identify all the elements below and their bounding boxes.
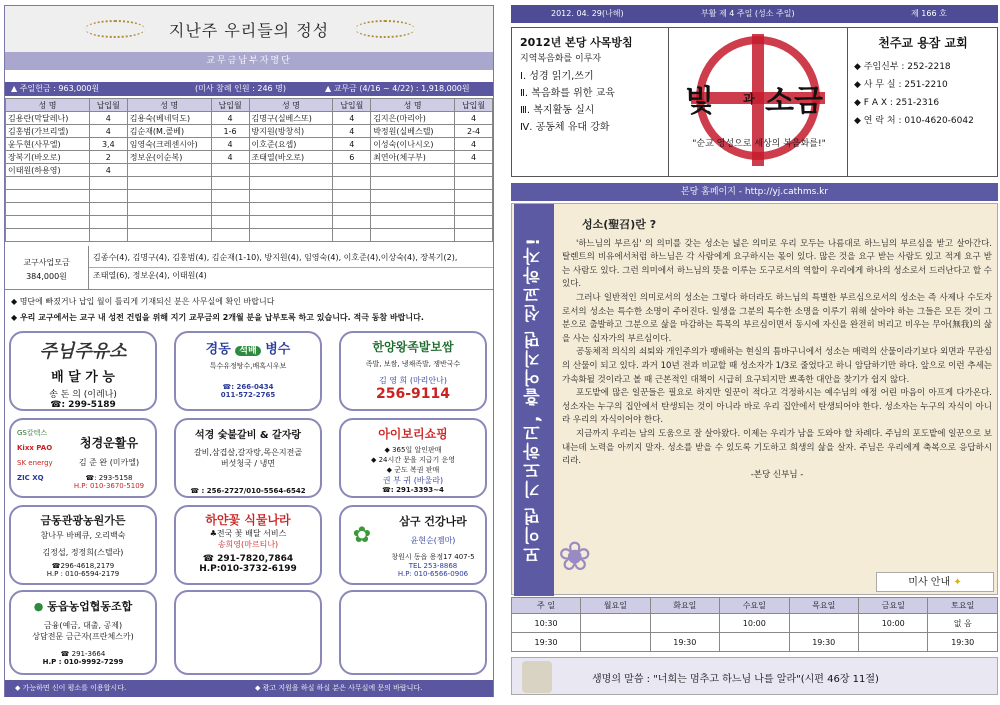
logo-panel [668,28,848,176]
issue-date: 2012. 04. 29(나해) [551,9,624,18]
mass-schedule-table [511,597,998,652]
table-cell [455,229,493,242]
ad-oil: GS칼텍스 Kixx PAO SK energy ZIC XQ 청경운활유 김 준 완 (미카엘) ☎: 293-5158 H.P: 010-3670-5109 [9,418,157,498]
article-title: 성소(聖召)란 ? [582,218,657,231]
church-info: 천주교 용잠 교회 ◆ 주임신부 : 252-2218 ◆ 사 무 실 : 251-2210 ◆ F A X : 251-2316 ◆ 연 락 처 : 010-4620-6042 [848,28,998,176]
table-cell [455,203,493,216]
column-header: 성 명 [127,99,211,112]
table-cell [455,177,493,190]
table-cell [371,190,455,203]
column-header: 납입월 [211,99,249,112]
ad-shopping: 아이보리쇼핑 ◆ 365일 알인판매 ◆ 24시간 문을 지급기 운영 ◆ 군도 복권 판매 권 부 귀 (바울라) ☎: 291-3393~4 [339,418,487,498]
ad-garden: 금동관광농원가든 참나무 바베큐, 오리백숙 김정섭, 정정희(스텔라) ☎296-4618,2179 H.P : 010-6594-2179 [9,505,157,585]
table-cell [89,216,127,229]
table-cell [89,229,127,242]
table-cell [455,216,493,229]
table-cell [333,203,371,216]
table-cell [581,614,650,633]
table-cell [211,229,249,242]
logo-light: 빛 [685,84,714,119]
table-cell [333,190,371,203]
table-cell: 정보운(이순복) [127,151,211,164]
table-cell [789,614,858,633]
column-header: 납입월 [455,99,493,112]
table-cell [371,164,455,177]
table-cell [127,203,211,216]
table-cell: 윤두현(사무엘) [6,138,90,151]
column-header: 성 명 [249,99,333,112]
word-of-life [511,657,998,695]
table-cell [455,190,493,203]
table-cell [211,216,249,229]
table-row [6,229,493,242]
column-header: 화요일 [650,598,719,614]
monthly-dues: ▲ 교무금 (4/16 ~ 4/22) : 1,918,000원 [325,84,470,93]
subtitle-bar: 교무금납부자명단 [5,52,493,70]
column-header: 납입월 [89,99,127,112]
table-cell: 4 [89,112,127,125]
table-cell [249,190,333,203]
table-cell: 6 [333,151,371,164]
table-cell [249,216,333,229]
issue-bar [511,5,998,23]
table-cell: 19:30 [512,633,581,652]
word-of-life-text: 생명의 말씀 : "너희는 멈추고 하느님 나를 알라"(시편 46장 11절) [592,674,879,685]
table-cell: 4 [89,164,127,177]
table-cell: 김용란(막달레나) [6,112,90,125]
table-cell [333,177,371,190]
diocese-fund-line2: 조태열(6), 정보운(4), 이태원(4) [93,271,207,280]
table-cell [249,164,333,177]
article-paragraph: 포도밭에 많은 일꾼들은 필요로 하지만 일꾼이 적다고 걱정하시는 예수님의 애정 어린 마음이 아프게 다가온다. 성소자는 누구의 집안에서 탄생되는 것이 아니라 바로 우리 집안에서 탄생되어야 한다. 성소자는 누구의 자식이 아니라 우리의 자식이어야 한다. [562,388,992,426]
table-cell: 이태원(하용영) [6,164,90,177]
ad-badge: 석배 [235,346,260,356]
table-cell: 19:30 [650,633,719,652]
column-header: 성 명 [6,99,90,112]
left-page [4,5,494,697]
table-cell [89,190,127,203]
table-cell: 4 [333,125,371,138]
table-cell: 4 [455,138,493,151]
table-cell: 19:30 [789,633,858,652]
table-cell: 조태열(바오로) [249,151,333,164]
table-cell: 없 음 [928,614,998,633]
table-cell [333,216,371,229]
column-header: 주 일 [512,598,581,614]
table-cell: 4 [211,138,249,151]
table-cell [6,190,90,203]
table-cell: 이성숙(이나시오) [371,138,455,151]
title-banner [5,6,493,52]
table-cell [858,633,927,652]
table-cell: 김용숙(베네딕도) [127,112,211,125]
article-panel [511,203,998,595]
table-cell [211,203,249,216]
table-cell: 10:00 [858,614,927,633]
table-cell: 최연아(체구부) [371,151,455,164]
totals-bar [5,82,493,96]
liturgical-week: 부활 제 4 주일 (성소 주일) [701,9,795,18]
table-cell: 1-6 [211,125,249,138]
table-cell: 4 [211,112,249,125]
table-cell [333,229,371,242]
masthead [511,27,998,177]
column-header: 토요일 [928,598,998,614]
table-cell: 임영숙(크레센시아) [127,138,211,151]
table-row [512,614,998,633]
article-paragraph: 공동체적 의식의 쇠퇴와 개인주의가 팽배하는 현실의 틈바구니에서 성소는 매력의 산물이라기보다 외면과 무관심의 산물이 되고 있다. 과거 10년 전과 비교할 때 성소자가 1/3로 줄었다고 하니 암담하기만 하다. 앞으로 이런 추세는 가속화될 것이라고 볼 때 근본적인 대책이 시급히 요구되지만 뾰족한 대안을 찾기가 쉽지 않다. [562,347,992,385]
column-header: 수요일 [720,598,789,614]
table-cell [211,164,249,177]
table-cell: 4 [455,112,493,125]
table-row [6,112,493,125]
table-cell: 2 [89,151,127,164]
ad-flowers: 하얀꽃 식물나라 ♣전국 꽃 배달 서비스 송희영(마르티나) ☎ 291-7820,7864 H.P:010-3732-6199 [174,505,322,585]
vertical-slogan: 모이면 기도하고, 흩어지면 선교하자! [514,204,554,596]
table-cell [6,177,90,190]
note-diocese: ◆ 우리 교구에서는 교구 내 성전 건립을 위해 지기 교무금의 2개월 분을 납부토록 하고 있습니다. 적극 동참 바랍니다. [11,313,424,322]
column-header: 금요일 [858,598,927,614]
table-row [6,164,493,177]
article-signature: -본당 신부님 - [750,469,804,480]
column-header: 납입월 [333,99,371,112]
table-cell [89,203,127,216]
pastoral-policy: 2012년 본당 사목방침 지역복음화를 이루자 Ⅰ. 성경 읽기,쓰기 Ⅱ. 복음화를 위한 교육 Ⅲ. 복지활동 실시 Ⅳ. 공동체 유대 강화 [520,36,633,133]
weekly-offering: ▲ 주일헌금 : 963,000원 [11,84,100,93]
left-footer: ◆ 가능하면 신이 평소를 이용합시다. ◆ 광고 지원을 하실 하실 분은 사무실에 문의 바랍니다. [5,680,493,697]
table-cell: 김지은(마리아) [371,112,455,125]
table-cell: 4 [333,112,371,125]
table-cell [127,164,211,177]
table-cell [650,614,719,633]
table-cell [89,177,127,190]
issue-number: 제 166 호 [911,9,947,18]
table-cell: 김순재(M.콜베) [127,125,211,138]
leaf-icon: ✿ [352,523,372,548]
table-cell [127,216,211,229]
table-cell [6,203,90,216]
dues-table [5,98,493,242]
church-name: 천주교 용잠 교회 [878,36,968,50]
table-cell: 방지원(방창석) [249,125,333,138]
coop-logo-icon: ● [33,600,44,613]
ad-empty-1 [174,590,322,675]
ad-gas-station: 주님주유소 배 달 가 능 송 돈 의 (이레나) ☎: 299-5189 [9,331,157,411]
table-cell [6,229,90,242]
sparkle-icon: ✦ [953,577,962,588]
table-cell [371,216,455,229]
flower-icon: ❀ [558,534,592,580]
note-check: ◆ 명단에 빠졌거나 납입 월이 틀리게 기재되신 분은 사무실에 확인 바랍니다 [11,297,275,306]
ad-boiler: 경동 석배 병수 특수유정탕수,배혹시우보 ☎: 266-0434 011-572-2765 [174,331,322,411]
diocese-fund [5,246,493,290]
table-row [6,203,493,216]
table-cell: 이호준(요셉) [249,138,333,151]
ad-coop: ● 동읍농업협동조합 금융(예금, 대출, 공제) 상담전문 금근자(프란체스카) ☎ 291-3664 H.P : 010-9992-7299 [9,590,157,675]
homepage-link[interactable]: 본당 홈페이지 - http://yj.cathms.kr [511,183,998,201]
table-cell [249,229,333,242]
table-cell: 10:30 [512,614,581,633]
column-header: 목요일 [789,598,858,614]
table-cell: 4 [455,151,493,164]
table-cell [127,229,211,242]
column-header: 월요일 [581,598,650,614]
attendance: (미사 참례 인원 : 246 명) [195,84,287,93]
mass-guide-button[interactable]: 미사 안내 ✦ [876,572,994,592]
table-cell: 4 [211,151,249,164]
table-cell: 10:00 [720,614,789,633]
portrait-image [522,661,552,693]
table-cell [371,229,455,242]
table-row [6,190,493,203]
table-cell: 박정원(실베스텔) [371,125,455,138]
table-cell: 2-4 [455,125,493,138]
table-cell: 19:30 [928,633,998,652]
table-cell [720,633,789,652]
ad-health: ✿ 삼구 건강나라 윤현순(젬마) 창원시 동읍 용정17 407-5 TEL 253-8868 H.P: 010-6566-0906 [339,505,487,585]
table-cell [211,190,249,203]
table-cell [249,203,333,216]
article-paragraph: 지금까지 우리는 남의 도움으로 잘 살아왔다. 이제는 우리가 남을 도와야 할 차례다. 주님의 포도밭에 일꾼으로 보내는데 노력을 아끼지 말자. 성소를 받을 수 있도록 기도하고 희생의 삶을 살자. 주님은 우리에게 축복으로 응답하시리라. [562,428,992,467]
table-row [512,633,998,652]
table-cell [371,203,455,216]
article [562,218,992,482]
table-row [6,216,493,229]
table-cell [211,177,249,190]
table-row [6,151,493,164]
table-row [6,138,493,151]
table-cell: 4 [333,138,371,151]
article-paragraph: '하느님의 부르심' 의 의미를 갖는 성소는 넓은 의미로 우리 모두는 나름대로 하느님의 부르심을 받고 살아간다. 탈렌트의 비유에서처럼 하느님은 각 사람에게 요구하시는 몫이 있다. 많은 것을 요구 받는 사람도 있고 적게 요구 받는 사람도 있다. 그런 의미에서 하느님의 뜻을 이루는 도구로서의 역할이 우리에게 하나의 성소로서 드러난다고 할 수 있다. [562,238,992,290]
column-header: 성 명 [371,99,455,112]
table-cell [455,164,493,177]
motto: "순교 영성으로 세상의 복음화를!" [692,139,826,149]
table-cell: 3,4 [89,138,127,151]
logo-and: 과 [743,92,755,106]
table-row [6,177,493,190]
table-cell: 장복기(바오로) [6,151,90,164]
table-cell [249,177,333,190]
table-cell: 김홍범(가브리엘) [6,125,90,138]
table-cell [6,216,90,229]
table-cell [333,164,371,177]
table-cell [581,633,650,652]
diocese-fund-line1: 김종수(4), 김명구(4), 김홍범(4), 김순재(1-10), 방지원(4), 임영숙(4), 이호준(4),이상숙(4), 장복기(2), [93,253,458,262]
logo-salt: 소금 [765,84,823,119]
table-cell [371,177,455,190]
table-cell [127,190,211,203]
table-row [6,125,493,138]
table-cell [127,177,211,190]
ad-empty-2 [339,590,487,675]
right-page [511,5,998,697]
ad-jokbal: 한양왕족발보쌈 족발, 보쌈, 냉채족발, 쟁반국수 김 영 희 (마리안나) 256-9114 [339,331,487,411]
ad-galbi: 석경 숯불갈비 & 갈자랑 갈비,삼겹살,갈자랑,목은지전골 버섯청국 / 냉면 ☎ : 256-2727/010-5564-6542 [174,418,322,498]
table-cell: 김명구(실베스또) [249,112,333,125]
table-cell: 4 [89,125,127,138]
diocese-fund-label: 교구사업모금 384,000원 [5,246,89,290]
page-title: 지난주 우리들의 정성 [168,21,330,40]
article-paragraph: 그러나 일반적인 의미로서의 성소는 그렇다 하더라도 하느님의 특별한 부르심으로서의 성소는 즉 사제나 수도자로서의 성소는 특수한 소명이 주어진다. 일생을 그분의 특수한 소명을 이루기 위해 살아야 하는 그들은 모든 것이 그분으로 출발하고 그분으로 삶을 마감하는 특목의 부르심이면서 동시에 자신을 완전히 버리고 비우는 무아(無我)의 삶을 사는 십자가의 부르심이다. [562,292,992,344]
